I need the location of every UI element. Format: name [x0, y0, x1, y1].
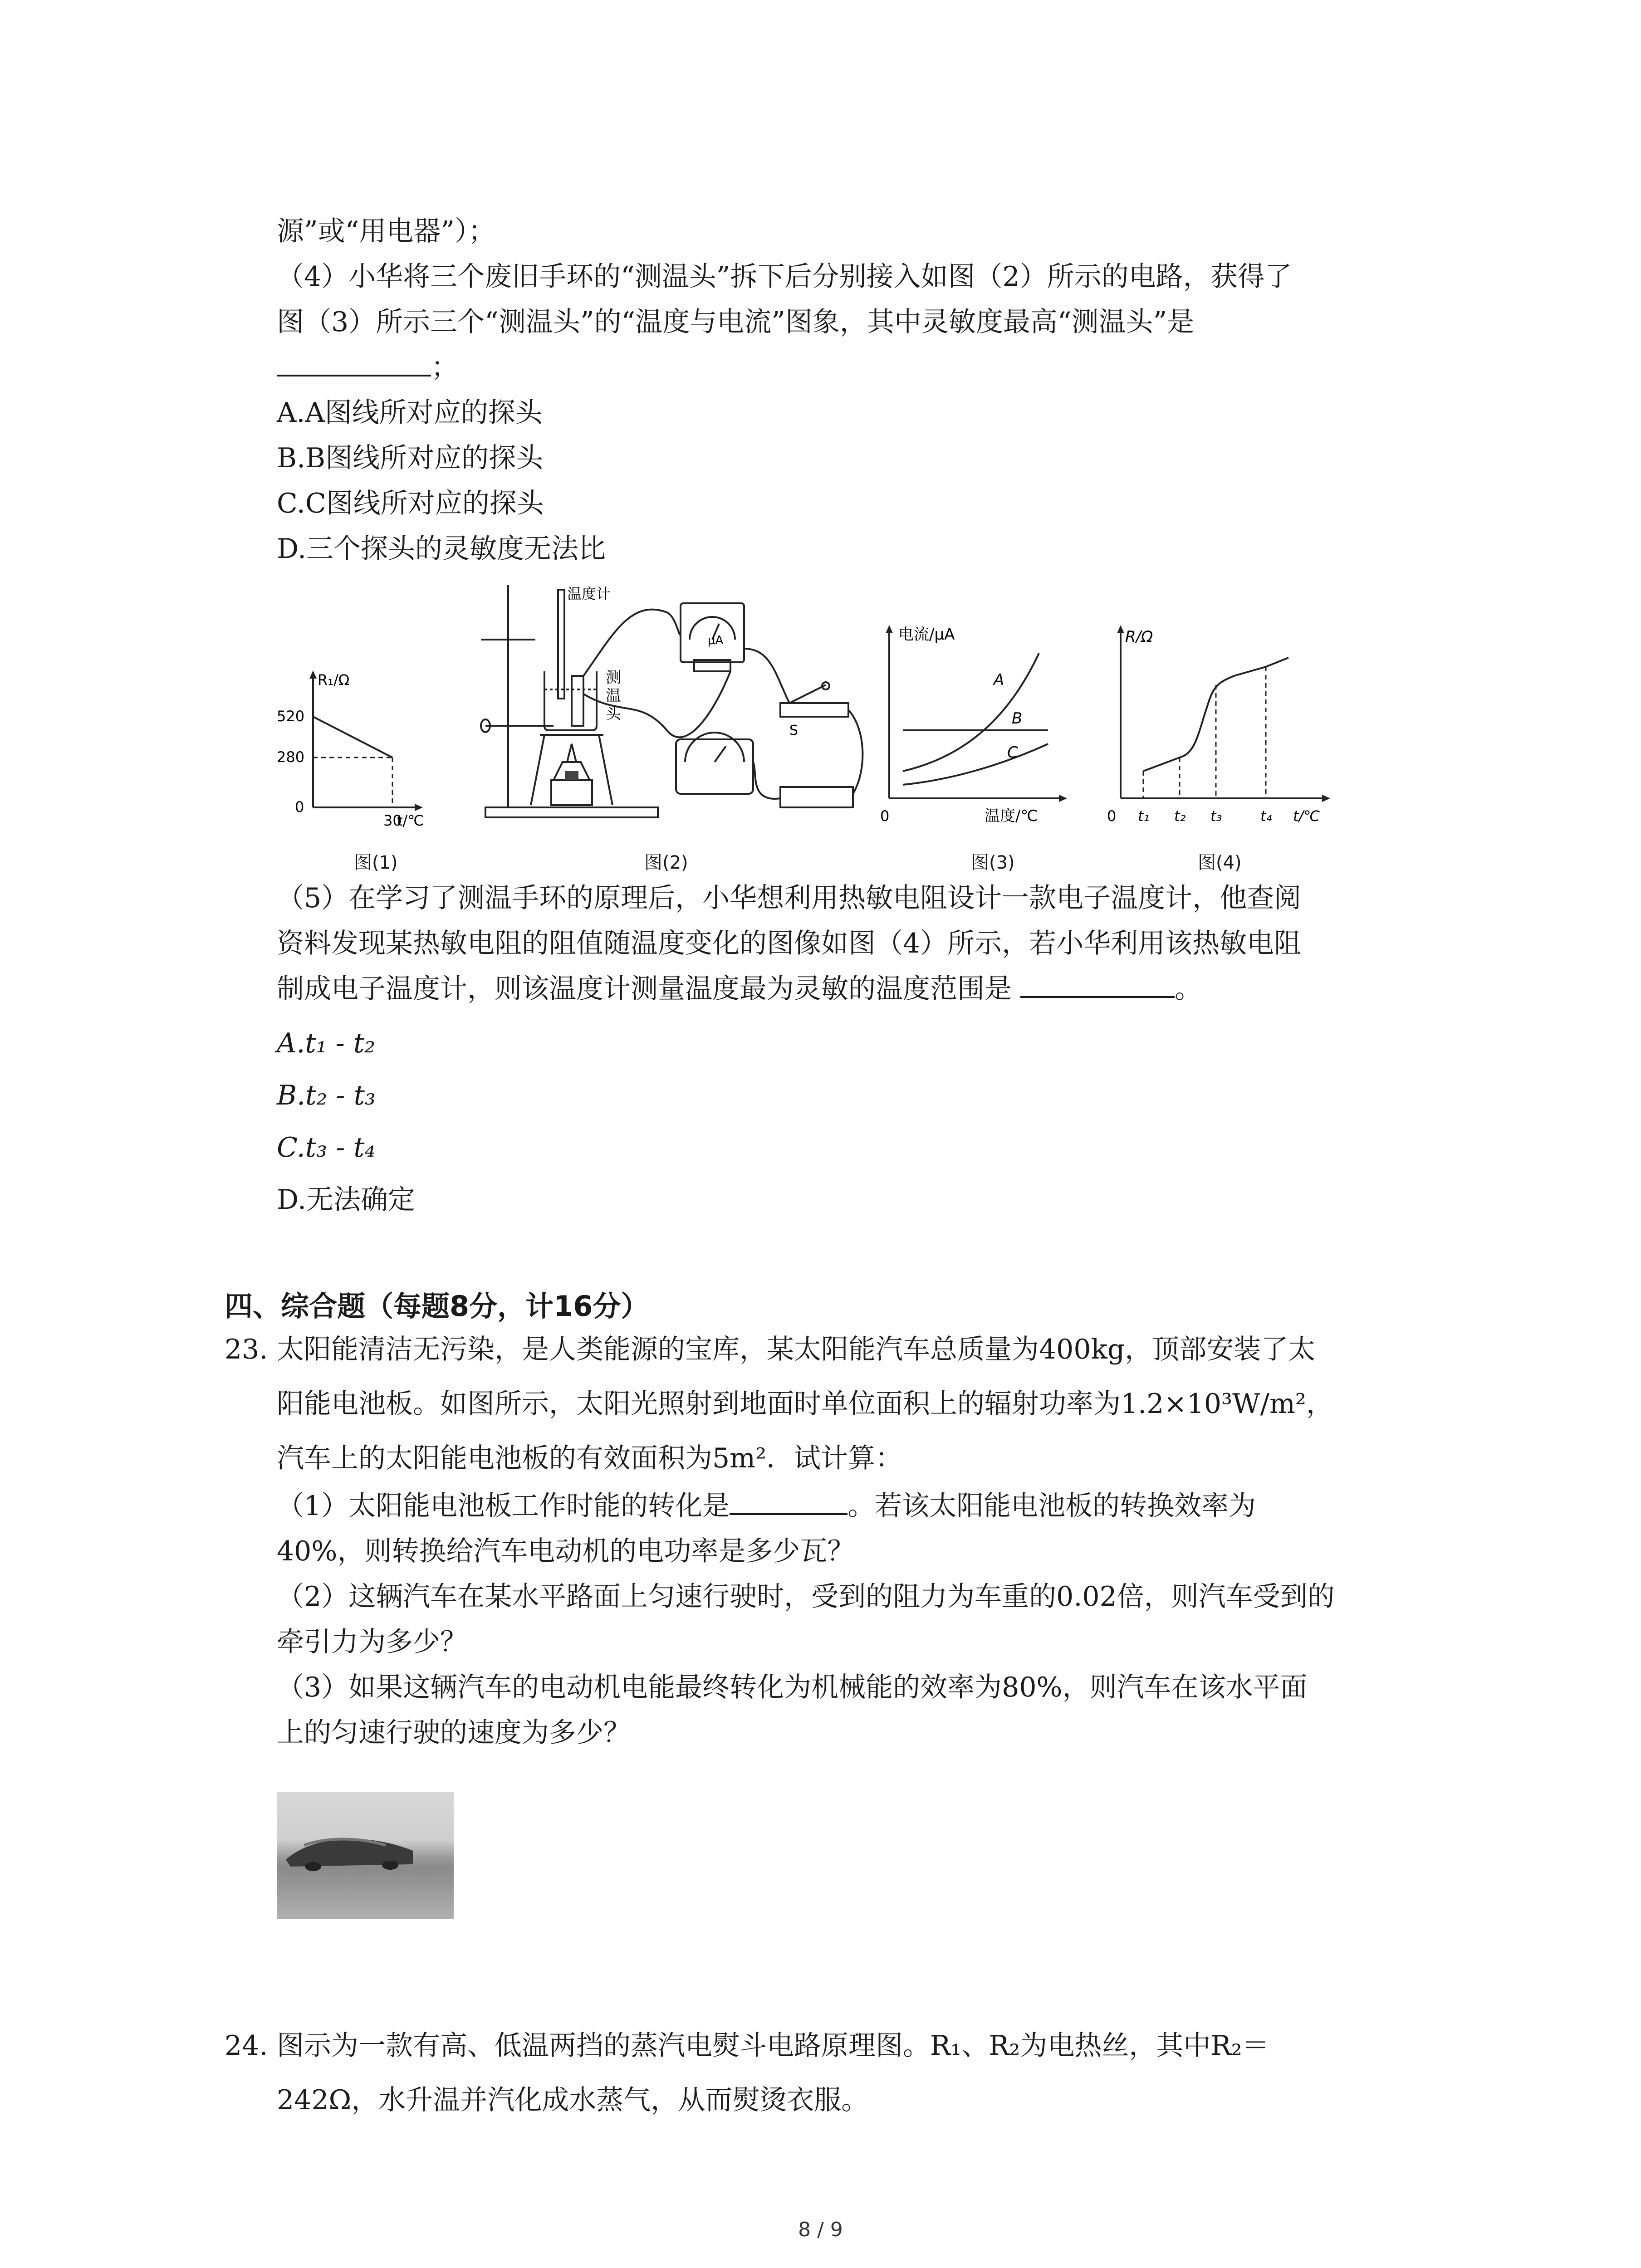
text-line: （4）小华将三个废旧手环的“测温头”拆下后分别接入如图（2）所示的电路，获得了 [277, 261, 1292, 293]
fig2-label-probe-1: 测 [606, 669, 621, 687]
question-number: 23. [225, 1334, 268, 1365]
text-line: 源”或“用电器”）； [277, 215, 496, 247]
fig2-label-probe-2: 温 [606, 687, 621, 705]
option-a: A.A图线所对应的探头 [277, 397, 543, 429]
text-line: （2）这辆汽车在某水平路面上匀速行驶时，受到的阻力为车重的0.02倍，则汽车受到的 [277, 1581, 1335, 1613]
fig4-xlabel: t/℃ [1293, 807, 1320, 825]
figure-4-graph [1098, 617, 1338, 830]
fig1-tick-30: 30 [383, 812, 402, 829]
fig4-ylabel: R/Ω [1125, 628, 1153, 646]
text-line: 图示为一款有高、低温两挡的蒸汽电熨斗电路原理图。R₁、R₂为电热丝，其中R₂＝ [277, 2030, 1269, 2062]
fig1-caption: 图(1) [354, 852, 398, 873]
text-line-with-blank [277, 1488, 1256, 1524]
option-d: D.三个探头的灵敏度无法比 [277, 533, 606, 565]
answer-blank[interactable] [730, 1488, 847, 1515]
period: 。 [1175, 973, 1202, 1005]
solar-car-icon [277, 1792, 454, 1919]
text-line: 阳能电池板。如图所示，太阳光照射到地面时单位面积上的辐射功率为1.2×10³W/m²， [277, 1388, 1333, 1420]
text-line: 242Ω，水升温并汽化成水蒸气，从而熨烫衣服。 [277, 2084, 869, 2116]
option-5a: A.t₁ - t₂ [277, 1027, 376, 1059]
semicolon: ； [431, 352, 458, 383]
fig3-series-a: A [994, 671, 1004, 689]
fig3-xlabel: 温度/℃ [985, 807, 1038, 825]
text-segment: 。若该太阳能电池板的转换效率为 [847, 1490, 1256, 1522]
answer-blank-line [277, 349, 458, 386]
fig4-tick-t1: t₁ [1138, 807, 1150, 825]
text-line: 图（3）所示三个“测温头”的“温度与电流”图象，其中灵敏度最高“测温头”是 [277, 306, 1195, 338]
fig1-ylabel: R₁/Ω [318, 671, 350, 689]
text-line: 汽车上的太阳能电池板的有效面积为5m²．试计算： [277, 1442, 903, 1474]
option-5d: D.无法确定 [277, 1184, 416, 1216]
fig2-label-microamp: μA [708, 634, 724, 647]
fig1-tick-280: 280 [277, 748, 305, 766]
option-c: C.C图线所对应的探头 [277, 488, 544, 519]
text-segment: （1）太阳能电池板工作时能的转化是 [277, 1490, 730, 1522]
option-5c: C.t₃ - t₄ [277, 1132, 376, 1163]
fig3-origin: 0 [880, 807, 890, 825]
text-line: （3）如果这辆汽车的电动机电能最终转化为机械能的效率为80%，则汽车在该水平面 [277, 1672, 1308, 1703]
section-heading: 四、综合题（每题8分，计16分） [225, 1290, 649, 1323]
text-line: （5）在学习了测温手环的原理后，小华想利用热敏电阻设计一款电子温度计，他查阅 [277, 882, 1302, 914]
text-line: 40%，则转换给汽车电动机的电功率是多少瓦？ [277, 1535, 855, 1567]
text-segment: 制成电子温度计，则该温度计测量温度最为灵敏的温度范围是 [277, 973, 1012, 1005]
figure-3-graph [880, 617, 1071, 830]
answer-blank[interactable] [277, 349, 431, 376]
fig3-series-b: B [1012, 709, 1023, 728]
fig4-tick-t3: t₃ [1210, 807, 1222, 825]
fig3-caption: 图(3) [971, 852, 1015, 873]
question-number: 24. [225, 2030, 268, 2062]
option-5b: B.t₂ - t₃ [277, 1080, 376, 1111]
text-line: 上的匀速行驶的速度为多少？ [277, 1717, 631, 1749]
figure-2-apparatus [476, 581, 867, 835]
solar-car-photo [277, 1792, 454, 1919]
fig3-series-c: C [1007, 743, 1018, 762]
fig1-tick-520: 520 [277, 708, 305, 725]
fig2-label-probe-3: 头 [606, 705, 621, 723]
fig3-ylabel: 电流/μA [898, 626, 955, 644]
fig4-tick-t2: t₂ [1174, 807, 1186, 825]
fig1-xlabel: t/℃ [397, 812, 424, 829]
option-b: B.B图线所对应的探头 [277, 442, 544, 474]
fig2-label-thermometer: 温度计 [567, 585, 611, 602]
page-number: 8 / 9 [798, 2218, 843, 2241]
fig1-tick-0: 0 [295, 798, 304, 816]
answer-blank[interactable] [1020, 971, 1175, 998]
text-line: 资料发现某热敏电阻的阻值随温度变化的图像如图（4）所示，若小华利用该热敏电阻 [277, 928, 1302, 959]
fig4-origin: 0 [1107, 807, 1117, 825]
figure-1-graph [272, 667, 426, 830]
fig2-label-switch: S [789, 723, 798, 738]
fig4-caption: 图(4) [1198, 852, 1242, 873]
fig4-tick-t4: t₄ [1260, 807, 1272, 825]
text-line-with-blank [277, 971, 1202, 1007]
text-line: 牵引力为多少？ [277, 1626, 467, 1658]
text-line: 太阳能清洁无污染，是人类能源的宝库，某太阳能汽车总质量为400kg，顶部安装了太 [277, 1334, 1316, 1365]
fig2-caption: 图(2) [644, 852, 688, 873]
